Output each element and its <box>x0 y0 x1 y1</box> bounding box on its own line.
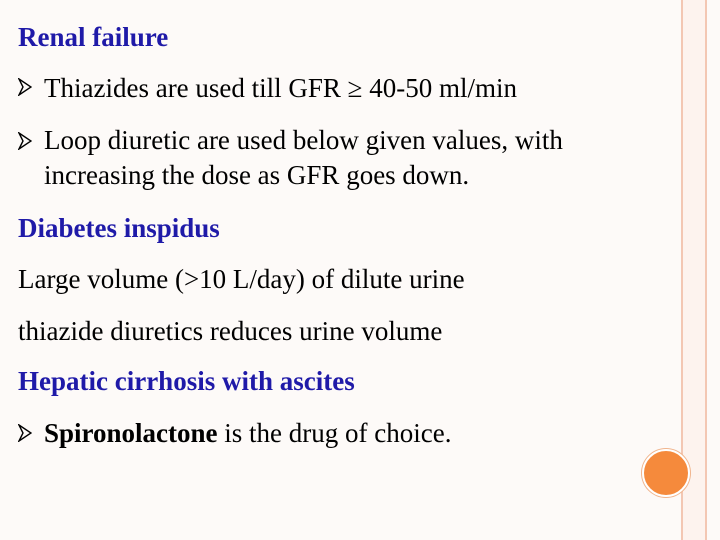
decorative-rail-band <box>683 0 705 540</box>
arrowhead-bullet-icon <box>18 78 32 96</box>
bullet-text <box>44 416 664 451</box>
decorative-circle <box>642 449 690 497</box>
drug-name: Spironolactone <box>44 418 218 448</box>
bullet-text-rest: is the drug of choice. <box>217 418 452 448</box>
arrowhead-bullet-icon <box>18 132 32 150</box>
bullet-text: Loop diuretic are used below given values, with increasing the dose as GFR goes down. <box>44 125 563 190</box>
body-line: Large volume (>10 L/day) of dilute urine <box>18 264 465 294</box>
arrowhead-bullet-icon <box>18 424 32 442</box>
heading-renal-failure: Renal failure <box>18 22 169 52</box>
decorative-rail-line-right <box>705 0 707 540</box>
heading-diabetes-inspidus: Diabetes inspidus <box>18 213 220 243</box>
body-line: thiazide diuretics reduces urine volume <box>18 316 443 346</box>
bullet-text: Thiazides are used till GFR ≥ 40-50 ml/min <box>44 73 518 103</box>
heading-hepatic-cirrhosis: Hepatic cirrhosis with ascites <box>18 366 355 396</box>
